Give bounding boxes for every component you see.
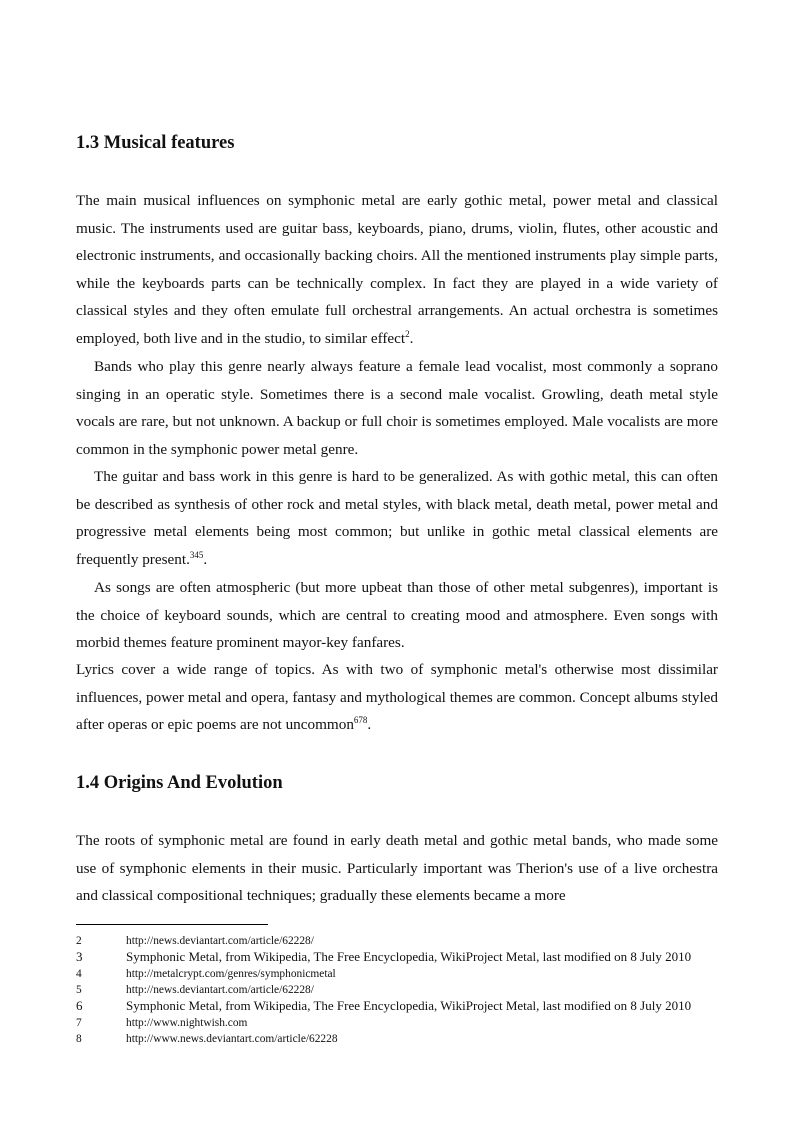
footnote-link[interactable]: http://www.nightwish.com bbox=[126, 1017, 248, 1029]
paragraph-influences: The main musical influences on symphonic metal are early gothic metal, power metal and classical music. The instruments used are guitar bass, keyboards, piano, drums, violin, flutes, other acoustic and electronic instruments, and occasionally backing choirs. All the mentioned instruments play simple parts, while the keyboards parts can be technically complex. In fact they are played in a wide variety of classical styles and they often emulate full orchestral arrangements. An actual orchestra is sometimes employed, both live and in the studio, to similar effect$^2$. bbox=[76, 192, 718, 347]
footnote-link[interactable]: http://news.deviantart.com/article/62228/ bbox=[126, 935, 314, 947]
footnote-number: 6 bbox=[76, 998, 83, 1013]
footnote-number: 4 bbox=[76, 968, 82, 980]
section-heading-musical-features: 1.3 Musical features bbox=[76, 133, 235, 153]
footnote-link[interactable]: http://www.news.deviantart.com/article/62228 bbox=[126, 1033, 338, 1045]
footnote-text: Symphonic Metal, from Wikipedia, The Free Encyclopedia, WikiProject Metal, last modified on 8 July 2010 bbox=[126, 949, 692, 964]
footnote-ref[interactable]: 678 bbox=[353, 715, 368, 726]
footnote-number: 7 bbox=[76, 1017, 82, 1029]
footnote-link[interactable]: http://metalcrypt.com/genres/symphonicmetal bbox=[126, 968, 336, 980]
footnote-text: Symphonic Metal, from Wikipedia, The Free Encyclopedia, WikiProject Metal, last modified on 8 July 2010 bbox=[126, 998, 692, 1013]
footnote-number: 5 bbox=[76, 984, 82, 996]
footnote-ref[interactable]: 345 bbox=[189, 549, 204, 560]
footnote-number: 8 bbox=[76, 1033, 82, 1045]
paragraph-guitar-bass: The guitar and bass work in this genre is hard to be generalized. As with gothic metal, this can often be described as synthesis of other rock and metal styles, with black metal, death metal, power metal and progressive metal elements being most common; but unlike in gothic metal classical elements are frequently present.$^{345}$. bbox=[76, 468, 718, 568]
paragraph-text: The guitar and bass work in this genre is hard to be generalized. As with gothic metal, this can often be described as synthesis of other rock and metal styles, with black metal, death metal, power metal and progressive metal elements being most common; but unlike in gothic metal classical elements are frequently present. bbox=[76, 468, 718, 568]
footnote-ref[interactable]: 2 bbox=[405, 328, 410, 339]
section-heading-origins: 1.4 Origins And Evolution bbox=[76, 773, 283, 793]
footnote-divider bbox=[76, 924, 268, 925]
paragraph-text: The main musical influences on symphonic metal are early gothic metal, power metal and classical music. The instruments used are guitar bass, keyboards, piano, drums, violin, flutes, other acoustic and electronic instruments, and occasionally backing choirs. All the mentioned instruments play simple parts, while the keyboards parts can be technically complex. In fact they are played in a wide variety of classical styles and they often emulate full orchestral arrangements. An actual orchestra is sometimes employed, both live and in the studio, to similar effect bbox=[76, 192, 718, 347]
paragraph-keyboards: As songs are often atmospheric (but more upbeat than those of other metal subgenres), important is the choice of keyboard sounds, which are central to creating mood and atmosphere. Even songs with morbid themes feature prominent mayor-key fanfares. bbox=[76, 579, 718, 652]
footnote-number: 2 bbox=[76, 935, 82, 947]
paragraph-vocals: Bands who play this genre nearly always feature a female lead vocalist, most commonly a soprano singing in an operatic style. Sometimes there is a second male vocalist. Growling, death metal style vocals are rare, but not unknown. A backup or full choir is sometimes employed. Male vocalists are more common in the symphonic power metal genre. bbox=[76, 358, 718, 458]
footnote-number: 3 bbox=[76, 949, 83, 964]
footnote-link[interactable]: http://news.deviantart.com/article/62228/ bbox=[126, 984, 314, 996]
paragraph-lyrics: Lyrics cover a wide range of topics. As with two of symphonic metal's otherwise most dissimilar influences, power metal and opera, fantasy and mythological themes are common. Concept albums styled after operas or epic poems are not uncommon$^{678}$. bbox=[76, 661, 718, 734]
paragraph-roots: The roots of symphonic metal are found in early death metal and gothic metal bands, who made some use of symphonic elements in their music. Particularly important was Therion's use of a live orchestra and classical compositional techniques; gradually these elements became a more bbox=[76, 832, 718, 905]
paragraph-text: Lyrics cover a wide range of topics. As with two of symphonic metal's otherwise most dissimilar influences, power metal and opera, fantasy and mythological themes are common. Concept albums styled after operas or epic poems are not uncommon bbox=[76, 661, 718, 734]
